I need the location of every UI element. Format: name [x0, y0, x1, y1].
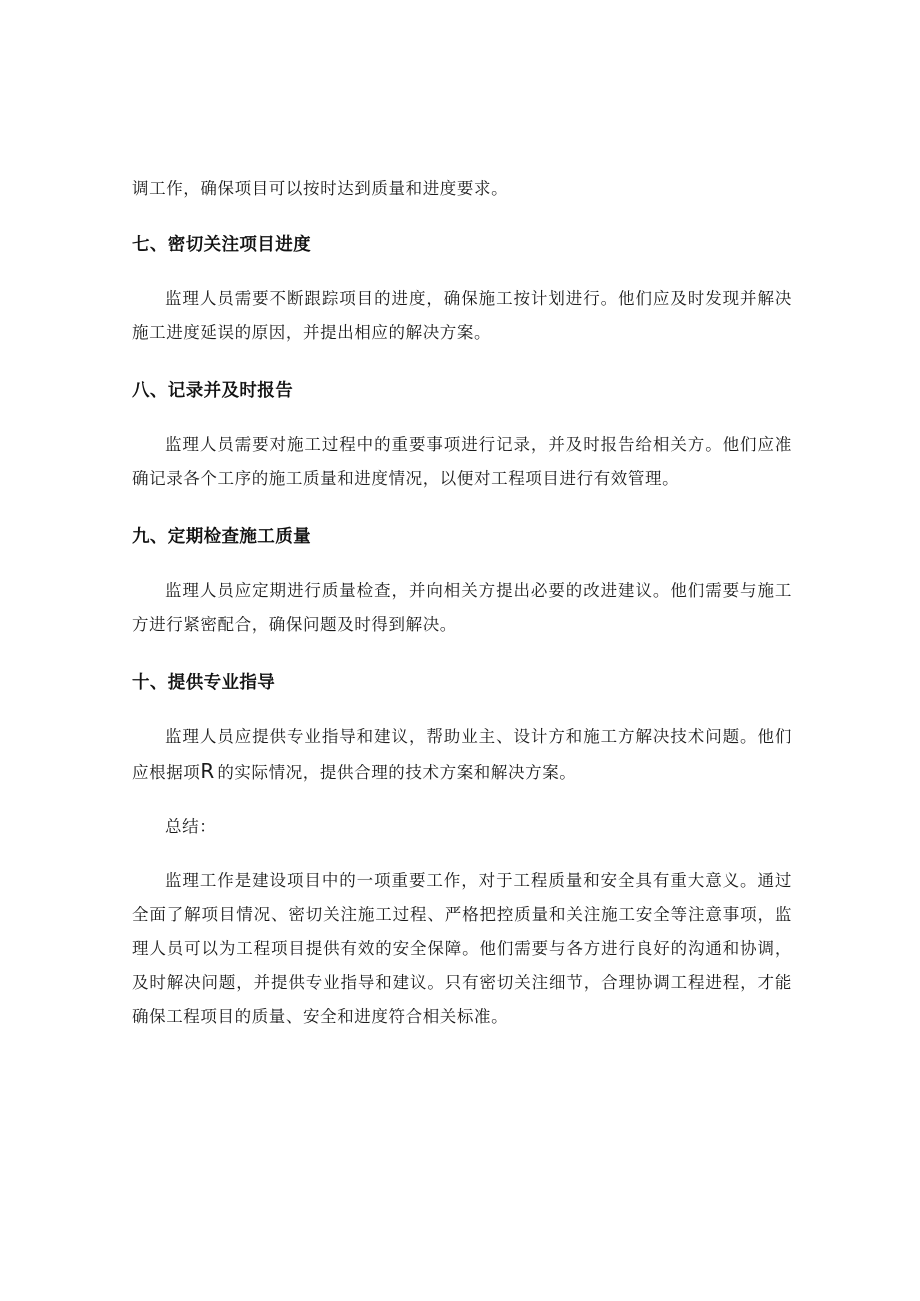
summary-paragraph: 监理工作是建设项目中的一项重要工作，对于工程质量和安全具有重大意义。通过全面了解项目情况、密切关注施工过程、严格把控质量和关注施工安全等注意事项，监理人员可以为工程项目提供有效的安全保障。他们需要与各方进行良好的沟通和协调，及时解决问题，并提供专业指导和建议。只有密切关注细节，合理协调工程进程，才能确保工程项目的质量、安全和进度符合相关标准。 — [132, 871, 792, 1026]
summary-label: 总结： — [165, 817, 217, 836]
section-10-text-after: 的实际情况，提供合理的技术方案和解决方案。 — [217, 763, 577, 782]
section-9-paragraph: 监理人员应定期进行质量检查，并向相关方提出必要的改进建议。他们需要与施工方进行紧密配合，确保问题及时得到解决。 — [132, 581, 792, 634]
document-content — [132, 172, 792, 1034]
section-8-heading: 八、记录并及时报告 — [132, 381, 294, 401]
section-7-paragraph: 监理人员需要不断跟踪项目的进度，确保施工按计划进行。他们应及时发现并解决施工进度延误的原因，并提出相应的解决方案。 — [132, 289, 792, 342]
section-10-letter: R — [200, 759, 218, 783]
section-9-heading: 九、定期检查施工质量 — [132, 527, 311, 547]
section-10-paragraph — [132, 720, 792, 790]
intro-paragraph: 调工作，确保项目可以按时达到质量和进度要求。 — [132, 179, 509, 198]
section-10-text-before: 监理人员应提供专业指导和建议，帮助业主、设计方和施工方解决技术问题。他们应根据项 — [132, 727, 792, 782]
section-8-paragraph: 监理人员需要对施工过程中的重要事项进行记录，并及时报告给相关方。他们应准确记录各个工序的施工质量和进度情况，以便对工程项目进行有效管理。 — [132, 435, 792, 488]
section-7-heading: 七、密切关注项目进度 — [132, 235, 311, 255]
section-10-heading: 十、提供专业指导 — [132, 673, 276, 693]
